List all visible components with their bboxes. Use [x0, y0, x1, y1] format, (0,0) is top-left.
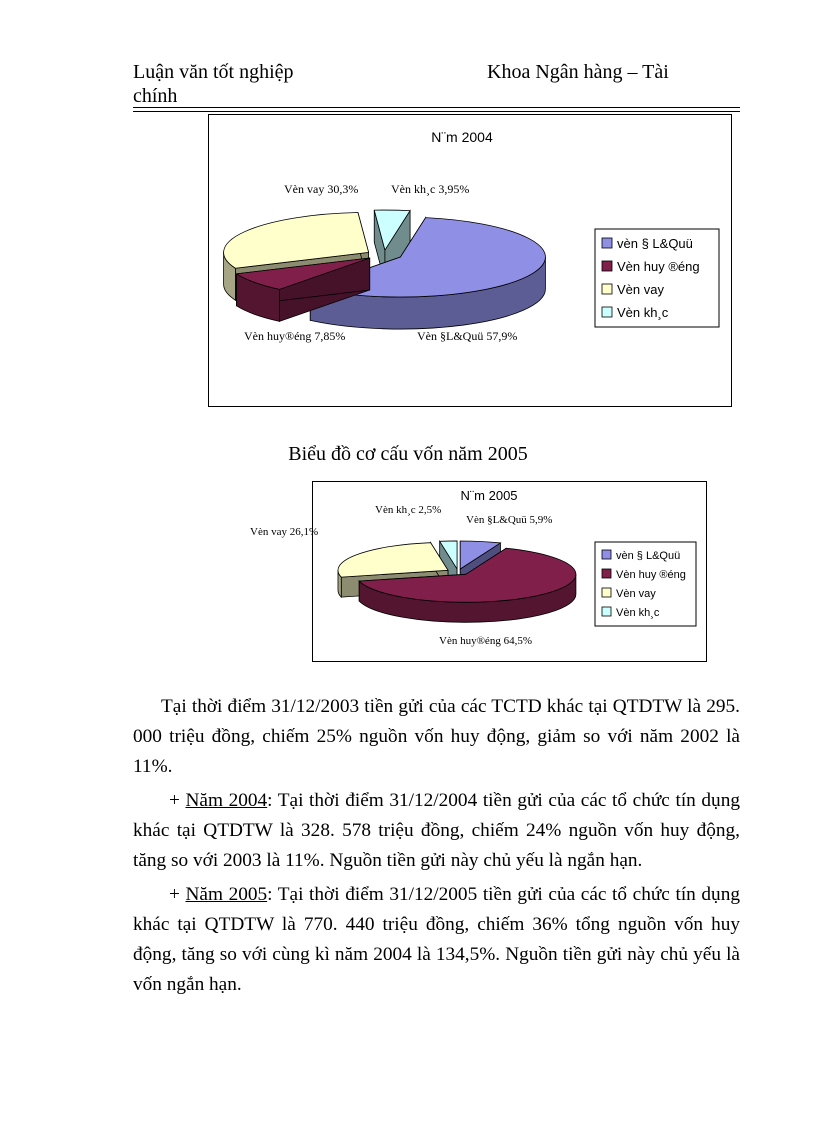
data-label-3: Vèn kh¸c 3,95% — [391, 182, 470, 196]
legend-swatch-2 — [602, 588, 611, 597]
legend-swatch-2 — [602, 284, 612, 294]
data-label-0: Vèn §L&Quü 5,9% — [466, 514, 553, 526]
legend-label-3: Vèn kh¸c — [616, 607, 660, 619]
chart-2005-svg — [313, 482, 706, 661]
chart-2005-caption: Biểu đồ cơ cấu vốn năm 2005 — [288, 443, 528, 465]
chart-2005-outside-layer — [250, 520, 370, 550]
paragraph-2004-text: : Tại thời điểm 31/12/2004 tiền gửi của các tổ chức tín dụng khác tại QTDTW là 328. 578 triệu đồng, chiếm 24% nguồn vốn huy động, tăng so với 2003 là 11%. Nguồn tiền gửi này chủ yếu là ngắn hạn. — [133, 790, 740, 871]
chart-2004 — [208, 114, 732, 407]
body-text — [133, 692, 740, 1000]
paragraph-2004 — [133, 786, 740, 876]
legend-label-2: Vèn vay — [617, 282, 664, 297]
legend-label-0: vèn § L&Quü — [617, 236, 693, 251]
data-label-1: Vèn huy®éng 7,85% — [244, 329, 346, 343]
header-rule-top — [133, 107, 740, 108]
chart-title: N¨m 2004 — [431, 129, 493, 145]
paragraph-2003: Tại thời điểm 31/12/2003 tiền gửi của các TCTD khác tại QTDTW là 295. 000 triệu đồng, chiếm 25% nguồn vốn huy động, giảm so với năm 2002 là 11%. — [133, 696, 740, 777]
legend-swatch-0 — [602, 238, 612, 248]
header-continuation: chính — [133, 85, 178, 107]
legend-swatch-1 — [602, 569, 611, 578]
paragraph-2005-prefix: + — [169, 884, 186, 905]
paragraph-2004-label: Năm 2004 — [185, 790, 268, 811]
data-label-2: Vèn vay 26,1% — [250, 526, 319, 538]
chart-legend — [595, 229, 719, 327]
header-left: Luận văn tốt nghiệp — [133, 61, 294, 83]
legend-label-1: Vèn huy ®éng — [617, 259, 700, 274]
data-label-1: Vèn huy®éng 64,5% — [439, 635, 532, 647]
legend-swatch-3 — [602, 607, 611, 616]
chart-2005 — [312, 481, 707, 662]
legend-label-2: Vèn vay — [616, 588, 656, 600]
legend-swatch-0 — [602, 550, 611, 559]
data-label-2: Vèn vay 30,3% — [284, 182, 359, 196]
chart-legend — [595, 542, 696, 626]
header-right: Khoa Ngân hàng – Tài — [487, 61, 669, 83]
data-label-3: Vèn kh¸c 2,5% — [375, 504, 442, 516]
paragraph-2005 — [133, 880, 740, 1000]
paragraph-2005-label: Năm 2005 — [185, 884, 268, 905]
legend-swatch-1 — [602, 261, 612, 271]
header-rule-bottom — [133, 111, 740, 112]
chart-title: N¨m 2005 — [460, 488, 518, 503]
paragraph-2005-text: : Tại thời điểm 31/12/2005 tiền gửi của các tổ chức tín dụng khác tại QTDTW là 770. 440 triệu đồng, chiếm 36% tổng nguồn vốn huy động, tăng so với cùng kì năm 2004 là 134,5%. Nguồn tiền gửi này chủ yếu là vốn ngắn hạn. — [133, 884, 740, 995]
legend-label-3: Vèn kh¸c — [617, 305, 669, 320]
legend-swatch-3 — [602, 307, 612, 317]
paragraph-2004-prefix: + — [169, 790, 186, 811]
legend-label-0: vèn § L&Quü — [616, 550, 681, 562]
data-label-0: Vèn §L&Quü 57,9% — [417, 329, 518, 343]
chart-2004-svg — [209, 115, 731, 406]
legend-label-1: Vèn huy ®éng — [616, 569, 686, 581]
